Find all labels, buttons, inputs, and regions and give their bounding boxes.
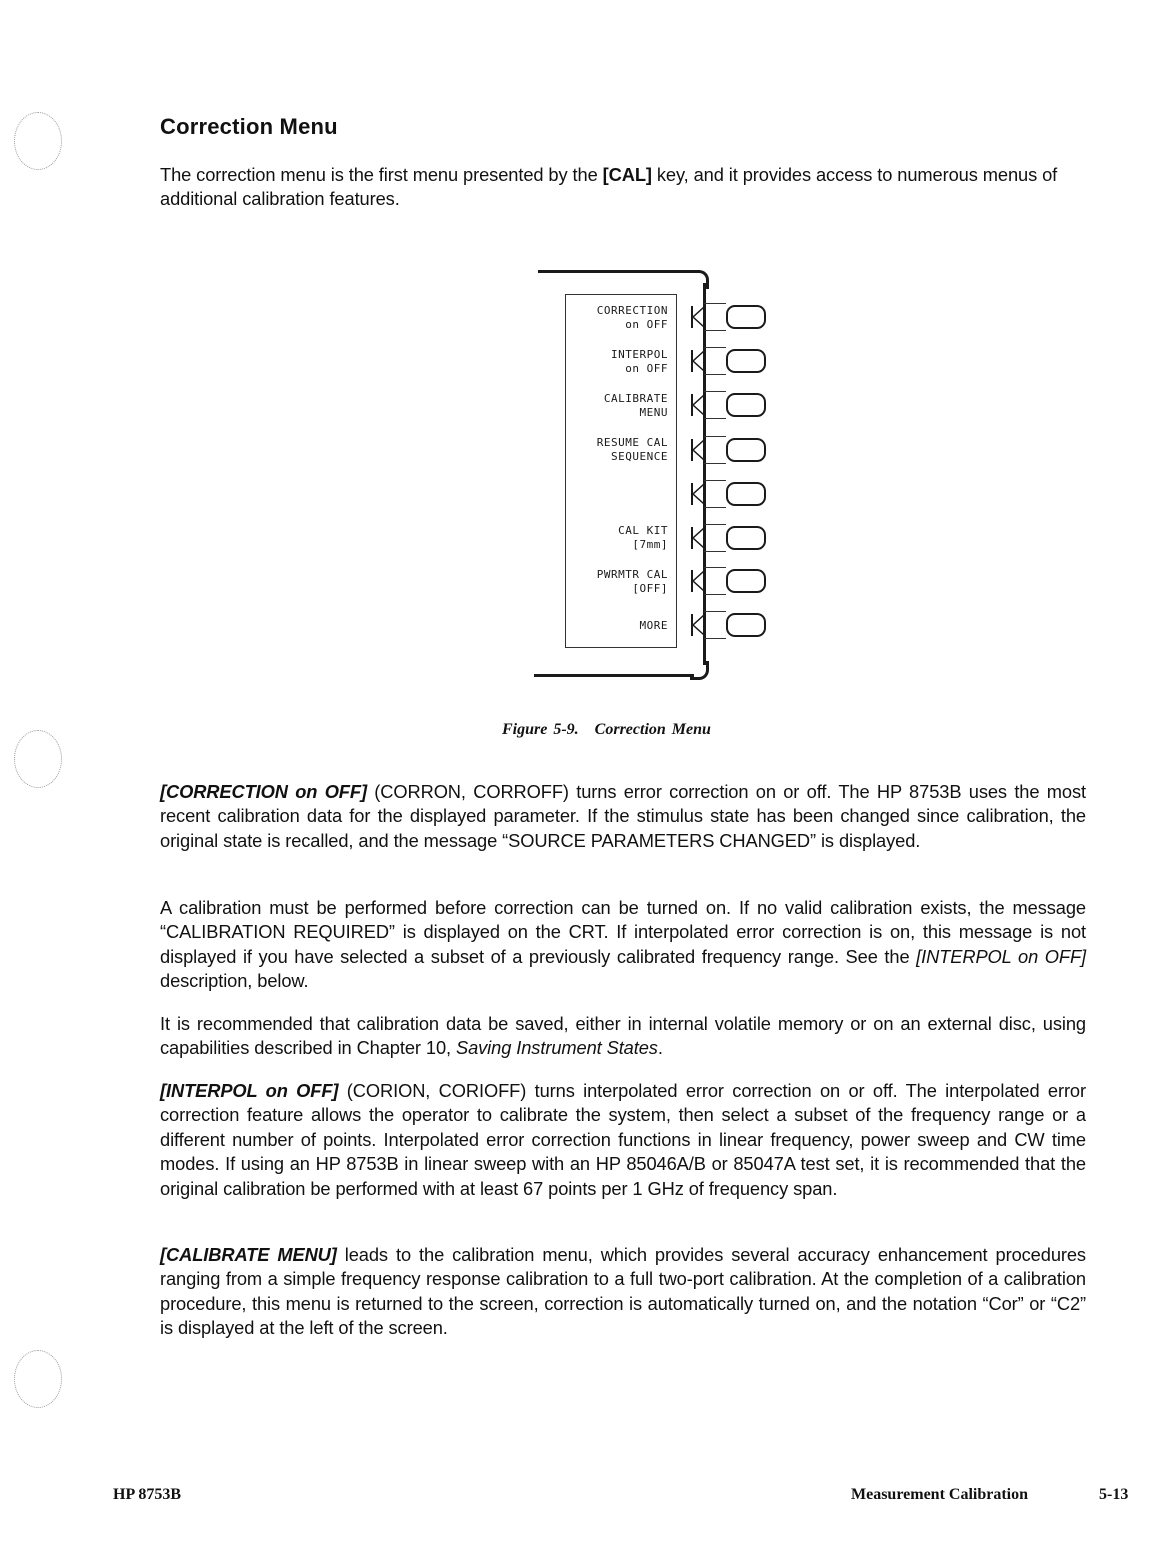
paragraph-text: It is recommended that calibration data be saved, either in internal volatile memory or on an external disc, using capabilities described in Chapter 10,	[160, 1013, 1086, 1059]
button-base	[704, 391, 726, 419]
button-base	[704, 347, 726, 375]
softkey-term: [CORRECTION on OFF]	[160, 781, 367, 802]
button-base	[704, 303, 726, 331]
binder-hole	[14, 730, 62, 788]
paragraph-calibrate-menu	[160, 1243, 1086, 1341]
paragraph-text: description, below.	[160, 970, 309, 992]
intro-text-after: key, and it provides access to numerous menus of additional calibration features.	[160, 164, 1058, 210]
paragraph-calibration-required	[160, 896, 1086, 994]
button-base	[704, 567, 726, 595]
chapter-reference: Saving Instrument States	[455, 1037, 658, 1059]
paragraph-text: A calibration must be performed before correction can be turned on. If no valid calibration exists, the message “CALIBRATION REQUIRED” is displayed on the CRT. If interpolated error correction is on, this message is not displayed if you have selected a subset of a previously calibrated frequency range. See the	[160, 897, 1086, 967]
softkey-label-resume-cal: RESUME CAL SEQUENCE	[596, 436, 668, 463]
pointer-arrow-icon	[690, 439, 704, 461]
display-frame-corner	[690, 661, 709, 680]
pointer-arrow-icon	[690, 306, 704, 328]
pointer-arrow-icon	[690, 350, 704, 372]
binder-hole	[14, 112, 62, 170]
softkey-button-5[interactable]	[690, 480, 770, 510]
softkey-button-6[interactable]	[690, 524, 770, 554]
softkey-label-cal-kit: CAL KIT [7mm]	[618, 524, 668, 551]
softkey-term: [CALIBRATE MENU]	[160, 1244, 337, 1265]
softkey-button-1[interactable]	[690, 303, 770, 333]
paragraph-save-recommendation	[160, 1012, 1086, 1061]
button-cap	[726, 613, 766, 637]
button-base	[704, 611, 726, 639]
softkey-button-7[interactable]	[690, 567, 770, 597]
footer-product: HP 8753B	[113, 1486, 182, 1503]
intro-paragraph	[160, 163, 1086, 212]
button-cap	[726, 482, 766, 506]
cal-key-reference: [CAL]	[602, 164, 652, 185]
softkey-label-pwrmtr-cal: PWRMTR CAL [OFF]	[596, 568, 668, 595]
button-cap	[726, 349, 766, 373]
correction-menu-figure	[530, 265, 790, 685]
button-base	[704, 480, 726, 508]
button-cap	[726, 393, 766, 417]
paragraph-text: (CORION, CORIOFF) turns interpolated error correction on or off. The interpolated error correction feature allows the operator to calibrate the system, then select a subset of the frequency range or a different number of points. Interpolated error correction functions in linear frequency, power sweep and CW time modes. If using an HP 8753B in linear sweep with an HP 85046A/B or 85047A test set, it is recommended that the original calibration be performed with at least 67 points per 1 GHz of frequency span.	[160, 1080, 1086, 1199]
display-frame-bottom	[534, 674, 694, 677]
pointer-arrow-icon	[690, 570, 704, 592]
footer-section: Measurement Calibration	[851, 1486, 1029, 1503]
binder-hole	[14, 1350, 62, 1408]
pointer-arrow-icon	[690, 394, 704, 416]
button-cap	[726, 305, 766, 329]
intro-text-before: The correction menu is the first menu presented by the	[160, 164, 603, 185]
button-cap	[726, 526, 766, 550]
softkey-button-2[interactable]	[690, 347, 770, 377]
figure-title: Correction Menu	[594, 721, 711, 738]
button-cap	[726, 569, 766, 593]
section-title: Correction Menu	[160, 114, 338, 139]
figure-number: Figure 5-9.	[502, 721, 579, 738]
softkey-button-3[interactable]	[690, 391, 770, 421]
footer-page-number: 5-13	[1099, 1486, 1129, 1503]
softkey-menu-screen	[565, 294, 677, 648]
softkey-label-correction: CORRECTION on OFF	[596, 304, 668, 331]
softkey-button-8[interactable]	[690, 611, 770, 641]
button-base	[704, 436, 726, 464]
button-cap	[726, 438, 766, 462]
figure-caption	[502, 721, 711, 739]
paragraph-correction-on-off	[160, 780, 1086, 853]
pointer-arrow-icon	[690, 483, 704, 505]
softkey-button-4[interactable]	[690, 436, 770, 466]
softkey-term: [INTERPOL on OFF]	[160, 1080, 339, 1101]
softkey-label-interpol: INTERPOL on OFF	[611, 348, 668, 375]
paragraph-text: leads to the calibration menu, which provides several accuracy enhancement procedures ranging from a simple frequency response calibration to a full two-port calibration. At the completion of a calibration procedure, this menu is returned to the screen, correction is automatically turned on, and the notation “Cor” or “C2” is displayed at the left of the screen.	[160, 1244, 1086, 1339]
paragraph-text: (CORRON, CORROFF) turns error correction on or off. The HP 8753B uses the most recent calibration data for the displayed parameter. If the stimulus state has been changed since calibration, the original state is recalled, and the message “SOURCE PARAMETERS CHANGED” is displayed.	[160, 781, 1086, 851]
pointer-arrow-icon	[690, 614, 704, 636]
paragraph-interpol-on-off	[160, 1079, 1086, 1201]
display-frame-top	[538, 270, 700, 273]
softkey-reference: [INTERPOL on OFF]	[916, 945, 1086, 967]
pointer-arrow-icon	[690, 527, 704, 549]
softkey-label-more: MORE	[639, 619, 668, 632]
display-frame-corner	[690, 270, 709, 289]
button-base	[704, 524, 726, 552]
paragraph-text: .	[657, 1037, 663, 1059]
softkey-label-calibrate-menu: CALIBRATE MENU	[603, 392, 668, 419]
display-frame-edge	[703, 283, 706, 665]
